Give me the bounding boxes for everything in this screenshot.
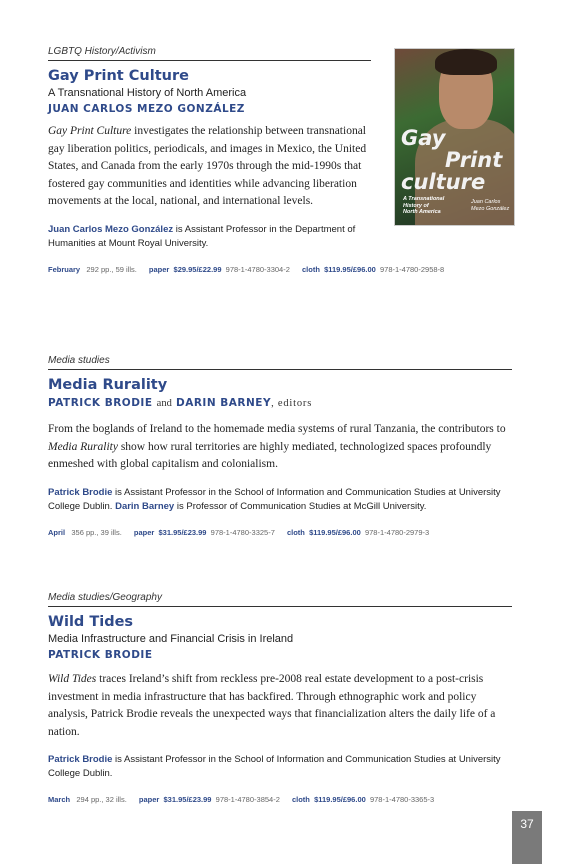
pub-month: March (48, 795, 71, 804)
cloth-isbn: 978-1-4780-2979-3 (364, 527, 430, 537)
page-number: 37 (512, 811, 542, 864)
paper-price: $31.95/£23.99 (158, 527, 207, 537)
desc-text-a: From the boglands of Ireland to the homemade media systems of rural Tanzania, the contributors to (48, 423, 506, 435)
book-subtitle: Media Infrastructure and Financial Crisis in Ireland (48, 633, 294, 645)
book-authors (48, 395, 512, 412)
paper-isbn: 978-1-4780-3304-2 (225, 264, 290, 274)
category-label: LGBTQ History/Activism (48, 46, 371, 61)
book-author: JUAN CARLOS MEZO GONZÁLEZ (48, 103, 245, 115)
entry-wild-tides (48, 592, 512, 804)
cloth-price: $119.95/£96.00 (324, 264, 376, 274)
publication-info (48, 795, 512, 804)
bio-text: is Assistant Professor in the School of Information and Communication Studies at University College Dublin. (48, 754, 501, 779)
book-description (48, 421, 512, 474)
book-title: Gay Print Culture (48, 68, 189, 84)
category-label: Media studies/Geography (48, 592, 512, 607)
cloth-isbn: 978-1-4780-3365-3 (369, 795, 435, 804)
cover-sub-line2: History of (403, 202, 429, 209)
author-bio (48, 223, 371, 251)
cover-title-line1: Gay (401, 126, 446, 150)
paper-label: paper (148, 264, 170, 274)
author-1: PATRICK BRODIE (48, 397, 153, 409)
cloth-price: $119.95/£96.00 (314, 795, 366, 804)
cover-author-line1: Juan Carlos (471, 199, 501, 205)
book-description (48, 123, 371, 211)
book-cover-image (394, 48, 515, 226)
paper-price: $31.95/£23.99 (163, 795, 212, 804)
page-count: 356 pp., 39 ills. (71, 527, 122, 537)
page-count: 292 pp., 59 ills. (86, 264, 137, 274)
desc-text-b: show how rural territories are highly mediated, technologized spaces profoundly enmeshed with global capitalism and colonialism. (48, 440, 492, 470)
author-conjunction: and (156, 398, 172, 409)
desc-title-italic: Media Rurality (48, 440, 118, 453)
bio-text-2: is Professor of Communication Studies at McGill University. (174, 500, 427, 512)
author-role: , editors (271, 398, 313, 409)
publication-info (48, 528, 512, 537)
bio-name-1: Patrick Brodie (48, 486, 113, 498)
cover-title (401, 127, 513, 193)
bio-name-2: Darin Barney (115, 500, 175, 512)
desc-text: traces Ireland’s shift from reckless pre-2008 real estate development to a post-crisis investment in media infrastructure that has backfired. Through ethnographic work and policy analysis, Patrick Brodie reveals the unexpected ways that financialization alters the daily life of a nation. (48, 673, 496, 738)
cover-figure-hair (435, 49, 497, 75)
author-bio (48, 486, 512, 514)
pub-month: April (48, 527, 66, 537)
cover-author-line2: Mezo González (471, 205, 510, 212)
book-title: Wild Tides (48, 614, 134, 630)
cover-sub-line3: North America (403, 209, 441, 215)
bio-text: is Assistant Professor in the Department of Humanities at Mount Royal University. (48, 223, 356, 249)
bio-name: Juan Carlos Mezo González (48, 223, 174, 235)
entry-gay-print-culture (48, 46, 445, 274)
paper-isbn: 978-1-4780-3325-7 (210, 527, 275, 537)
cover-sub-line1: A Transnational (403, 196, 445, 202)
category-label: Media studies (48, 355, 512, 370)
book-author: PATRICK BRODIE (48, 649, 153, 661)
book-description (48, 671, 512, 741)
desc-title-italic: Wild Tides (48, 673, 97, 685)
bio-text-1: is Assistant Professor in the School of Information and Communication Studies at University College Dublin. (48, 486, 501, 512)
author-bio (48, 753, 512, 781)
cloth-label: cloth (286, 527, 305, 537)
book-title: Media Rurality (48, 377, 168, 393)
paper-label: paper (133, 527, 155, 537)
desc-text: investigates the relationship between transnational gay liberation politics, periodicals, and images in Mexico, the United States, and Canada from the early 1970s through the mid-1990s that fostered gay communities and identities while advancing liberation movements at the local, national, and international levels. (48, 125, 367, 207)
bio-name: Patrick Brodie (48, 754, 113, 765)
cover-title-line3: culture (401, 170, 486, 194)
paper-isbn: 978-1-4780-3854-2 (215, 795, 280, 804)
page-count: 294 pp., 32 ills. (76, 795, 127, 804)
pub-month: February (48, 264, 81, 274)
cloth-label: cloth (291, 795, 310, 804)
book-subtitle: A Transnational History of North America (48, 87, 247, 99)
publication-info (48, 264, 445, 274)
cover-author (471, 199, 509, 212)
desc-title-italic: Gay Print Culture (48, 125, 132, 137)
cover-title-line2: Print (445, 148, 503, 172)
cloth-isbn: 978-1-4780-2958-8 (379, 264, 445, 274)
paper-label: paper (138, 795, 160, 804)
cover-subtitle (403, 196, 444, 216)
cloth-price: $119.95/£96.00 (309, 527, 361, 537)
author-2: DARIN BARNEY (176, 397, 272, 409)
cloth-label: cloth (301, 264, 320, 274)
paper-price: $29.95/£22.99 (173, 264, 222, 274)
entry-media-rurality (48, 355, 512, 537)
